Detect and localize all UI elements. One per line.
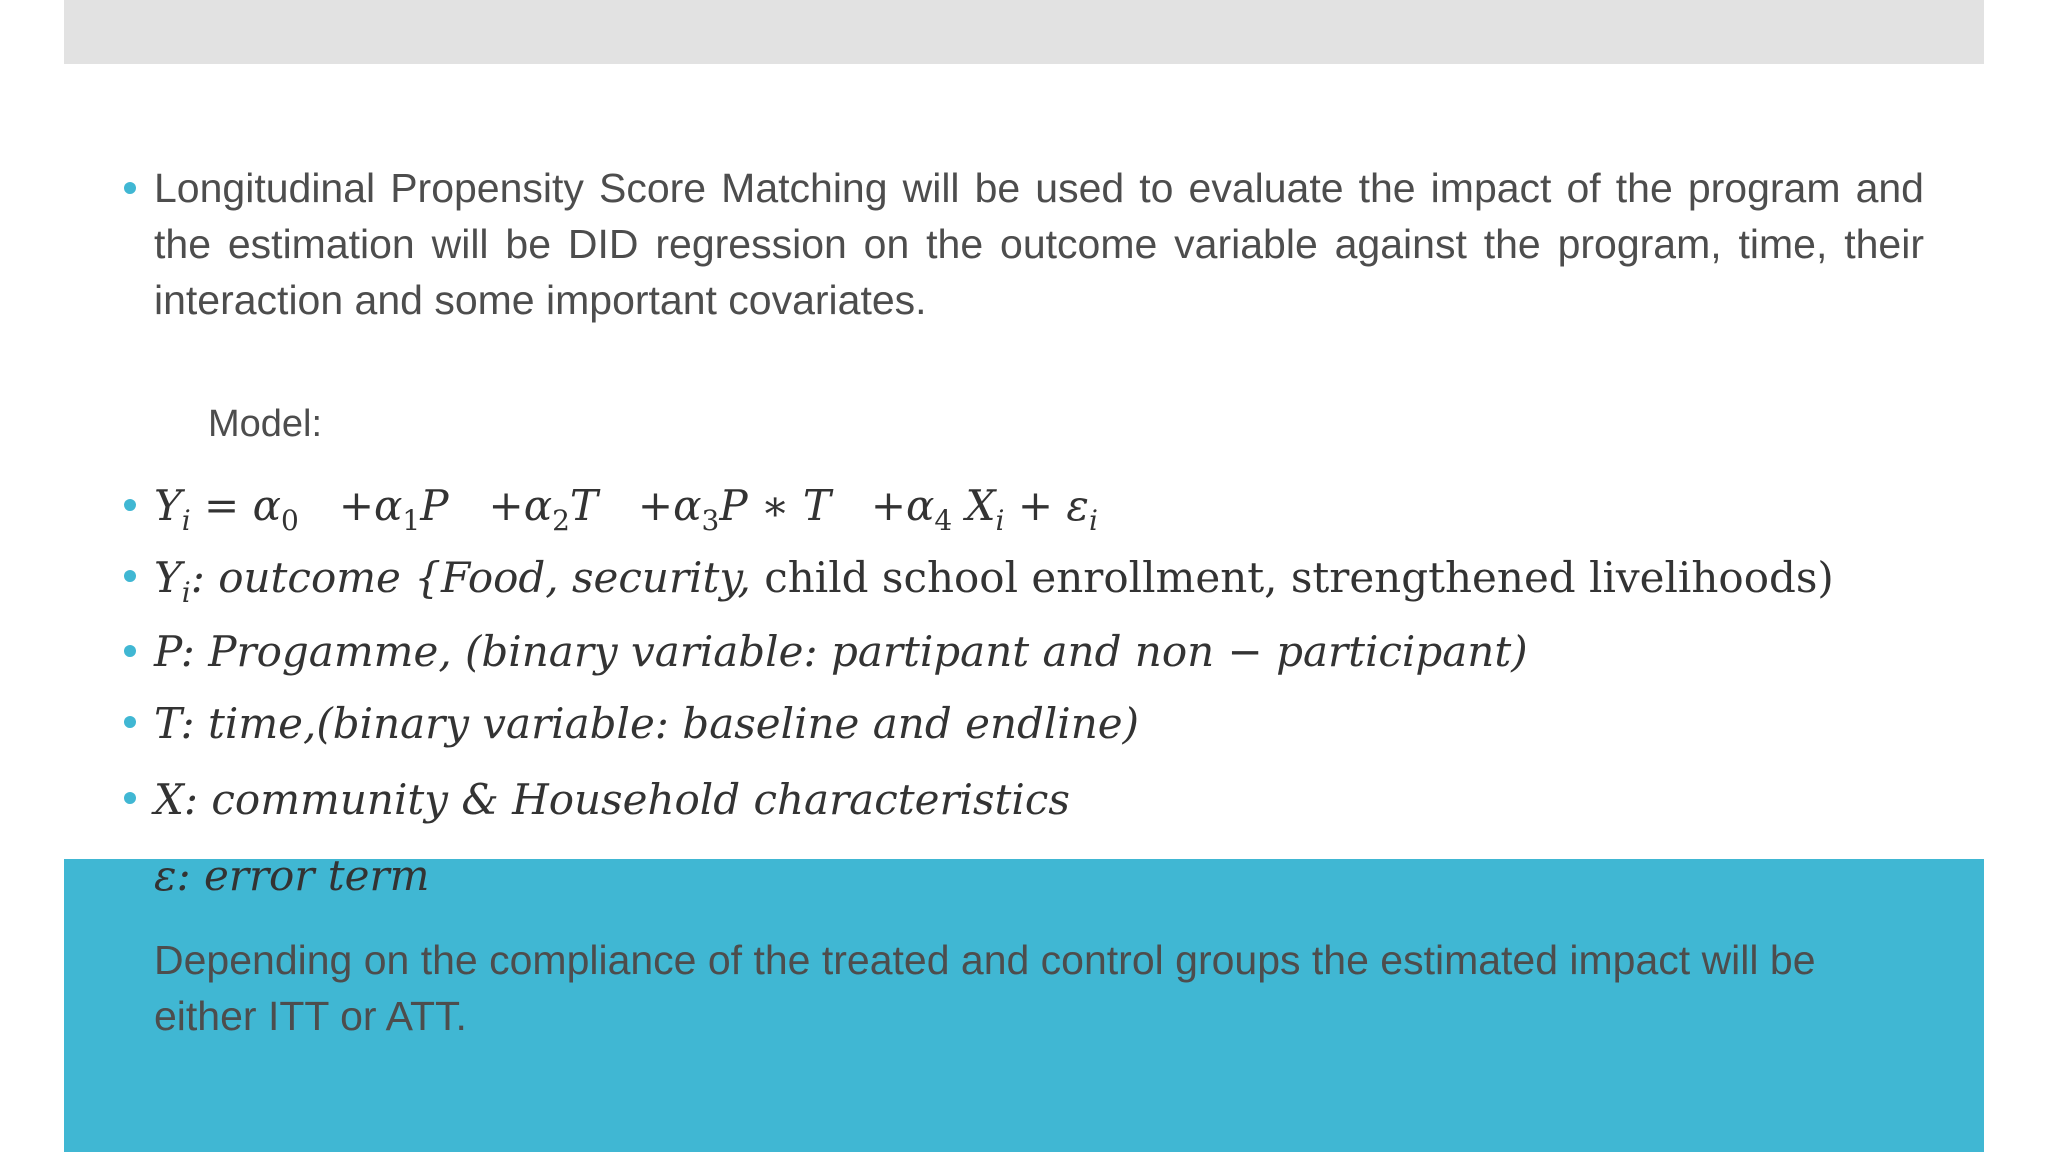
closing-paragraph: Depending on the compliance of the treated and control groups the estimated impact will be either ITT or ATT. <box>154 937 1816 1039</box>
bullet-dot <box>124 792 136 804</box>
bullet-dot <box>124 499 136 511</box>
definition-outcome: $Y_i$: outcome {Food, security, child school enrollment, strengthened livelihoods) <box>154 553 1834 609</box>
regression-equation: $Y_i = \alpha_0 +\alpha_1P +\alpha_2T +\alpha_3P$ ∗ $T +\alpha_4$ $X_i + \varepsilon_i$ <box>154 481 1098 537</box>
bullet-dot <box>124 716 136 728</box>
bullet-dot <box>124 570 136 582</box>
definition-covariates: X: community & Household characteristics <box>154 775 1070 824</box>
intro-paragraph: Longitudinal Propensity Score Matching will be used to evaluate the impact of the program and the estimation will be DID regression on the outcome variable against the program, time, their interaction and some important covariates. <box>154 165 1924 323</box>
bullet-dot <box>124 645 136 657</box>
bullet-dot <box>124 182 136 194</box>
model-label: Model: <box>208 403 323 445</box>
definition-time: T: time,(binary variable: baseline and endline) <box>154 699 1140 748</box>
slide-header-bar <box>64 0 1984 64</box>
definition-programme: P: Progamme, (binary variable: partipant and non − participant) <box>154 627 1528 676</box>
definition-error: ε: error term <box>154 851 430 900</box>
